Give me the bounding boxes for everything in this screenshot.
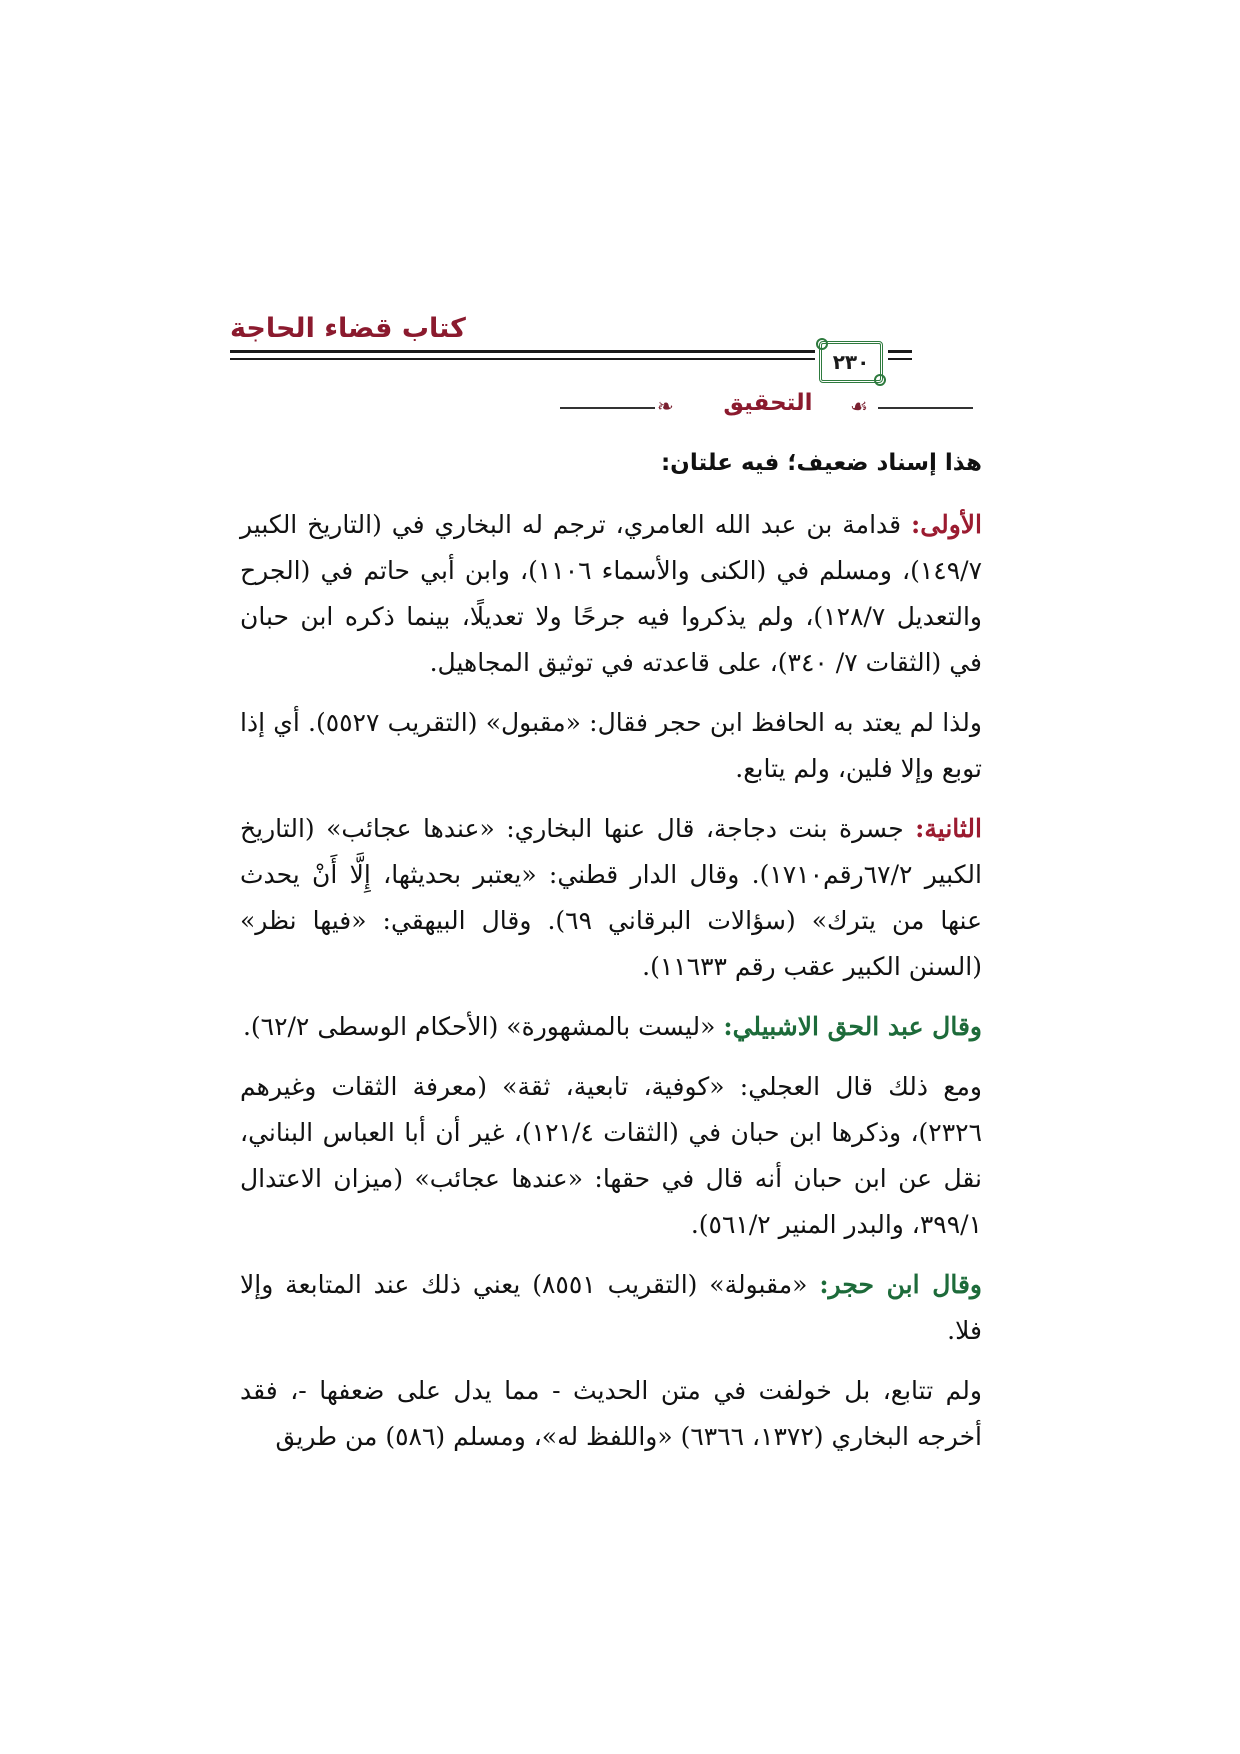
paragraph-text: ولم تتابع، بل خولفت في متن الحديث - مما يدل على ضعفها -، فقد أخرجه البخاري (١٣٧٢، ٦٣٦٦) «واللفظ له»، ومسلم (٥٨٦) من طريق	[240, 1376, 982, 1451]
paragraph-text: «ليست بالمشهورة» (الأحكام الوسطى ٦٢/٢).	[242, 1012, 724, 1041]
paragraph-intro	[240, 440, 982, 486]
paragraph-abd-al-haqq	[240, 1004, 982, 1050]
paragraph-contradiction	[240, 1368, 982, 1460]
page-number-badge	[819, 341, 883, 383]
paragraph-label: الأولى:	[911, 510, 982, 539]
page-number: ٢٣٠	[832, 350, 870, 374]
paragraph-text: قدامة بن عبد الله العامري، ترجم له البخاري في (التاريخ الكبير ١٤٩/٧)، ومسلم في (الكنى والأسماء ١١٠٦)، وابن أبي حاتم في (الجرح والتعديل ١٢٨/٧)، ولم يذكروا فيه جرحًا ولا تعديلًا، بينما ذكره ابن حبان في (الثقات ٧/ ٣٤٠)، على قاعدته في توثيق المجاهيل.	[240, 510, 982, 677]
paragraph-ibn-hajar-maqbula	[240, 1262, 982, 1354]
header-rule-right-top	[888, 350, 912, 353]
header-rule-top	[230, 350, 815, 353]
section-title: التحقيق	[723, 390, 813, 416]
paragraph-ibn-hajar-ruling	[240, 700, 982, 792]
paragraph-label: وقال عبد الحق الاشبيلي:	[723, 1012, 982, 1041]
paragraph-first-defect	[240, 502, 982, 686]
paragraph-text: هذا إسناد ضعيف؛ فيه علتان:	[660, 450, 982, 476]
paragraph-text: جسرة بنت دجاجة، قال عنها البخاري: «عندها عجائب» (التاريخ الكبير ٦٧/٢رقم١٧١٠). وقال الدار قطني: «يعتبر بحديثها، إِلَّا أَنْ يحدث عنها من يترك» (سؤالات البرقاني ٦٩). وقال البيهقي: «فيها نظر» (السنن الكبير عقب رقم ١١٦٣٣).	[240, 814, 982, 981]
paragraph-text: ولذا لم يعتد به الحافظ ابن حجر فقال: «مقبول» (التقريب ٥٥٢٧). أي إذا توبع وإلا فلين، ولم يتابع.	[240, 708, 982, 783]
ornament-line-right	[878, 407, 973, 409]
ornament-line-left	[560, 407, 655, 409]
paragraph-label: وقال ابن حجر:	[819, 1270, 983, 1299]
paragraph-second-defect	[240, 806, 982, 990]
body-text	[240, 440, 982, 1474]
paragraph-label: الثانية:	[915, 814, 982, 843]
ornament-flourish-right-icon: ☙	[850, 394, 868, 418]
paragraph-ijli	[240, 1064, 982, 1248]
header-rule-right-bottom	[888, 358, 912, 360]
ornament-flourish-left-icon: ❧	[657, 394, 674, 418]
paragraph-text: «مقبولة» (التقريب ٨٥٥١) يعني ذلك عند المتابعة وإلا فلا.	[240, 1270, 982, 1345]
section-heading	[560, 390, 980, 424]
running-header-book-title: كتاب قضاء الحاجة	[230, 313, 466, 344]
header-rule-bottom	[230, 358, 815, 360]
paragraph-text: ومع ذلك قال العجلي: «كوفية، تابعية، ثقة» (معرفة الثقات وغيرهم ٢٣٢٦)، وذكرها ابن حبان في (الثقات ١٢١/٤)، غير أن أبا العباس البناني، نقل عن ابن حبان أنه قال في حقها: «عندها عجائب» (ميزان الاعتدال ٣٩٩/١، والبدر المنير ٥٦١/٢).	[240, 1072, 983, 1239]
